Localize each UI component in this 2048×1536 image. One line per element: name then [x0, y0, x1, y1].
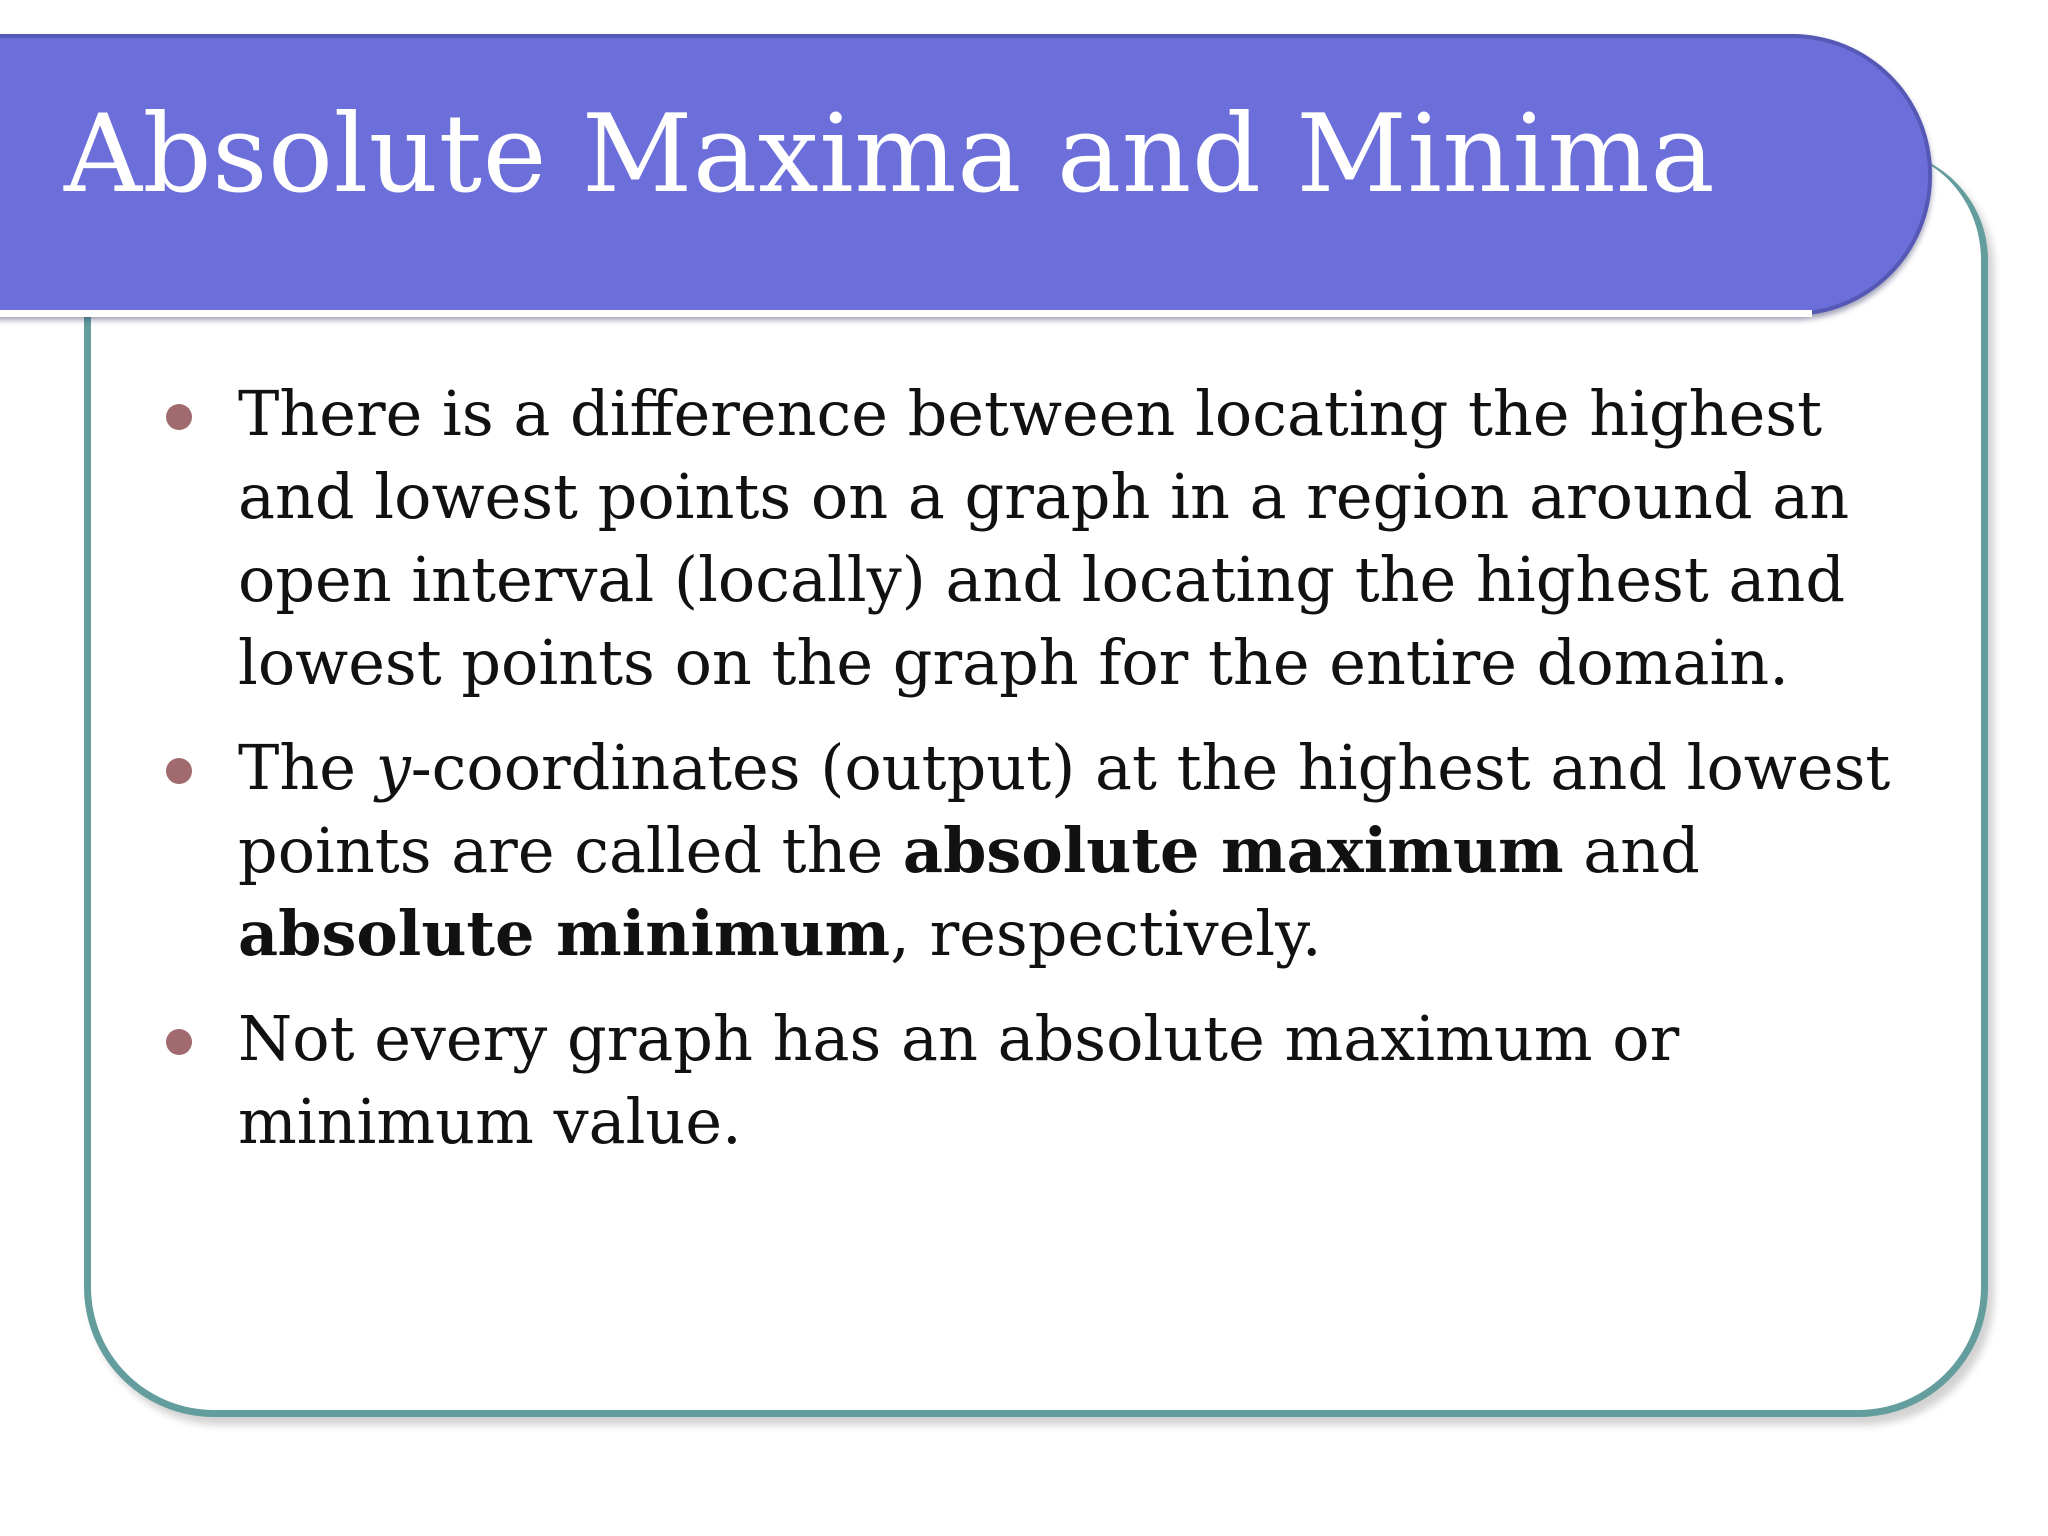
bullet-text-part: -coordinates (output) at the highest and lowest points are called the	[238, 731, 1891, 887]
italic-variable: y	[375, 731, 411, 804]
bullet-icon	[166, 1029, 192, 1055]
bullet-list	[160, 372, 1900, 1185]
bullet-text: There is a difference between locating the highest and lowest points on a graph in a region around an open interval (locally) and locating the highest and lowest points on the graph for the entire domain.	[238, 377, 1850, 699]
bullet-text-part: The	[238, 731, 376, 804]
bullet-item	[160, 372, 1900, 704]
bullet-item	[160, 997, 1900, 1163]
bullet-item	[160, 726, 1900, 975]
bold-term: absolute minimum	[238, 897, 891, 970]
bold-term: absolute maximum	[902, 814, 1564, 887]
bullet-text: Not every graph has an absolute maximum or minimum value.	[238, 1002, 1680, 1158]
bullet-text-part: and	[1563, 814, 1700, 887]
bullet-icon	[166, 404, 192, 430]
slide-title: Absolute Maxima and Minima	[64, 92, 1716, 217]
bullet-icon	[166, 758, 192, 784]
bullet-text-part: , respectively.	[890, 897, 1322, 970]
title-underline	[0, 310, 1812, 317]
